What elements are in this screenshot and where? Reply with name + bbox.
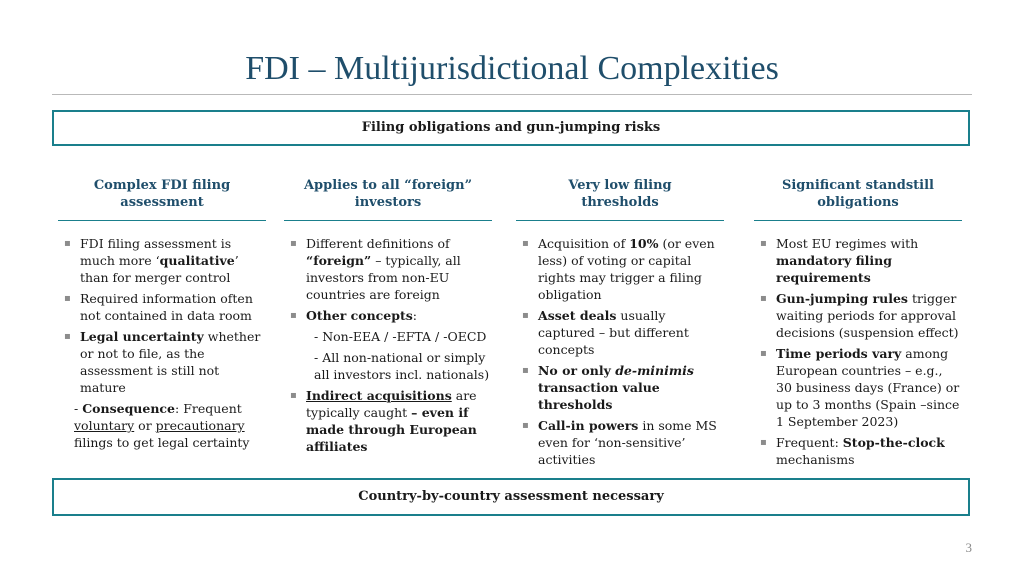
- column-heading: Complex FDI filing assessment: [58, 168, 266, 221]
- bullet-item: ▪ Frequent: Stop-the-clock mechanisms: [754, 434, 962, 468]
- title-divider: [52, 94, 972, 95]
- bullet-item: ▪ No or only de-minimis transaction value thresholds: [516, 362, 724, 413]
- bullet-item: ▪ Indirect acquisitions are typically caught – even if made through European affiliates: [284, 387, 492, 455]
- bullet-item: ▪ Gun-jumping rules trigger waiting periods for approval decisions (suspension effect): [754, 290, 962, 341]
- column-heading: Very low filing thresholds: [516, 168, 724, 221]
- bullet-item: ▪ Legal uncertainty whether or not to file, as the assessment is still not mature: [58, 328, 266, 396]
- bullet-item: ▪ Asset deals usually captured – but different concepts: [516, 307, 724, 358]
- column-filing-thresholds: [516, 168, 724, 472]
- column-heading: Significant standstill obligations: [754, 168, 962, 221]
- column-heading: Applies to all “foreign” investors: [284, 168, 492, 221]
- bullet-item: ▪ Different definitions of “foreign” – typically, all investors from non-EU countries are foreign: [284, 235, 492, 303]
- bullet-item: ▪ Acquisition of 10% (or even less) of voting or capital rights may trigger a filing obligation: [516, 235, 724, 303]
- column-complex-fdi: [58, 168, 266, 455]
- bullet-item: ▪ FDI filing assessment is much more ‘qualitative’ than for merger control: [58, 235, 266, 286]
- bullet-item: ▪ Call-in powers in some MS even for ‘non-sensitive’ activities: [516, 417, 724, 468]
- filing-obligations-banner: Filing obligations and gun-jumping risks: [52, 110, 970, 146]
- bullet-item: ▪ Time periods vary among European countries – e.g., 30 business days (France) or up to 3 months (Spain –since 1 September 2023): [754, 345, 962, 430]
- sub-item: - All non-national or simply all investors incl. nationals): [314, 350, 490, 382]
- bullet-item: ▪ Required information often not contained in data room: [58, 290, 266, 324]
- column-standstill: [754, 168, 962, 472]
- page-title: FDI – Multijurisdictional Complexities: [245, 50, 779, 87]
- consequence-note: - Consequence: Frequent voluntary or precautionary filings to get legal certainty: [74, 401, 250, 450]
- page-number: 3: [965, 540, 972, 555]
- column-foreign-investors: [284, 168, 492, 459]
- bullet-item: ▪ Other concepts:: [284, 307, 492, 324]
- bullet-item: ▪ Most EU regimes with mandatory filing requirements: [754, 235, 962, 286]
- country-assessment-banner: Country-by-country assessment necessary: [52, 478, 970, 516]
- sub-item: - Non-EEA / -EFTA / -OECD: [314, 329, 487, 344]
